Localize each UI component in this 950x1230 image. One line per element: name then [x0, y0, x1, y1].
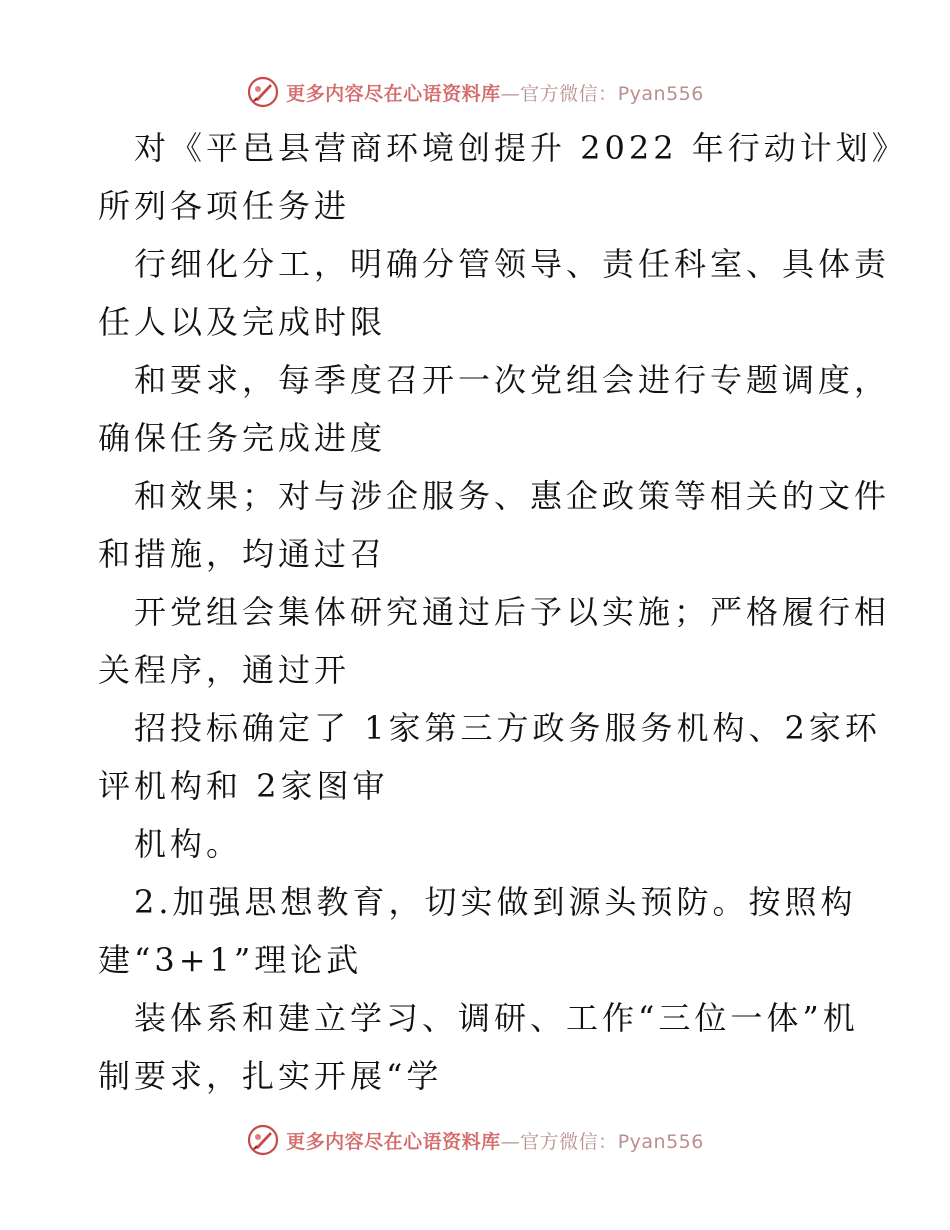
text-line: 制要求，扎实开展“学	[98, 1057, 443, 1095]
text-line: 确保任务完成进度	[98, 419, 387, 457]
feather-pen-logo-icon	[246, 1123, 280, 1157]
text-line: 对《平邑县营商环境创提升 2022 年行动计划》	[134, 129, 908, 167]
text-line: 所列各项任务进	[98, 187, 351, 225]
watermark-wechat-id: Pyan556	[617, 82, 704, 105]
watermark-wechat-id: Pyan556	[617, 1130, 704, 1153]
text-line: 和效果；对与涉企服务、惠企政策等相关的文件	[134, 477, 891, 515]
watermark-separator: —	[500, 82, 521, 105]
text-line: 和要求，每季度召开一次党组会进行专题调度，	[134, 361, 891, 399]
watermark-separator: —	[500, 1130, 521, 1153]
text-line: 和措施，均通过召	[98, 535, 387, 573]
watermark-brand: 更多内容尽在心语资料库	[286, 1130, 501, 1153]
footer-watermark	[0, 1118, 950, 1162]
header-watermark	[0, 70, 950, 114]
text-line: 开党组会集体研究通过后予以实施；严格履行相	[134, 593, 891, 631]
text-line: 建“3+1”理论武	[98, 941, 363, 979]
watermark-wechat-label: 官方微信：	[520, 82, 618, 105]
text-line: 行细化分工，明确分管领导、责任科室、具体责	[134, 245, 891, 283]
feather-pen-logo-icon	[246, 75, 280, 109]
text-line: 评机构和 2家图审	[98, 767, 389, 805]
watermark-brand: 更多内容尽在心语资料库	[286, 82, 501, 105]
text-line: 任人以及完成时限	[98, 303, 387, 341]
watermark-wechat-label: 官方微信：	[520, 1130, 618, 1153]
text-line: 2.加强思想教育，切实做到源头预防。按照构	[134, 883, 857, 921]
text-line: 关程序，通过开	[98, 651, 351, 689]
text-line: 机构。	[134, 825, 243, 863]
text-line: 装体系和建立学习、调研、工作“三位一体”机	[134, 999, 859, 1037]
text-line: 招投标确定了 1家第三方政务服务机构、2家环	[134, 709, 881, 747]
